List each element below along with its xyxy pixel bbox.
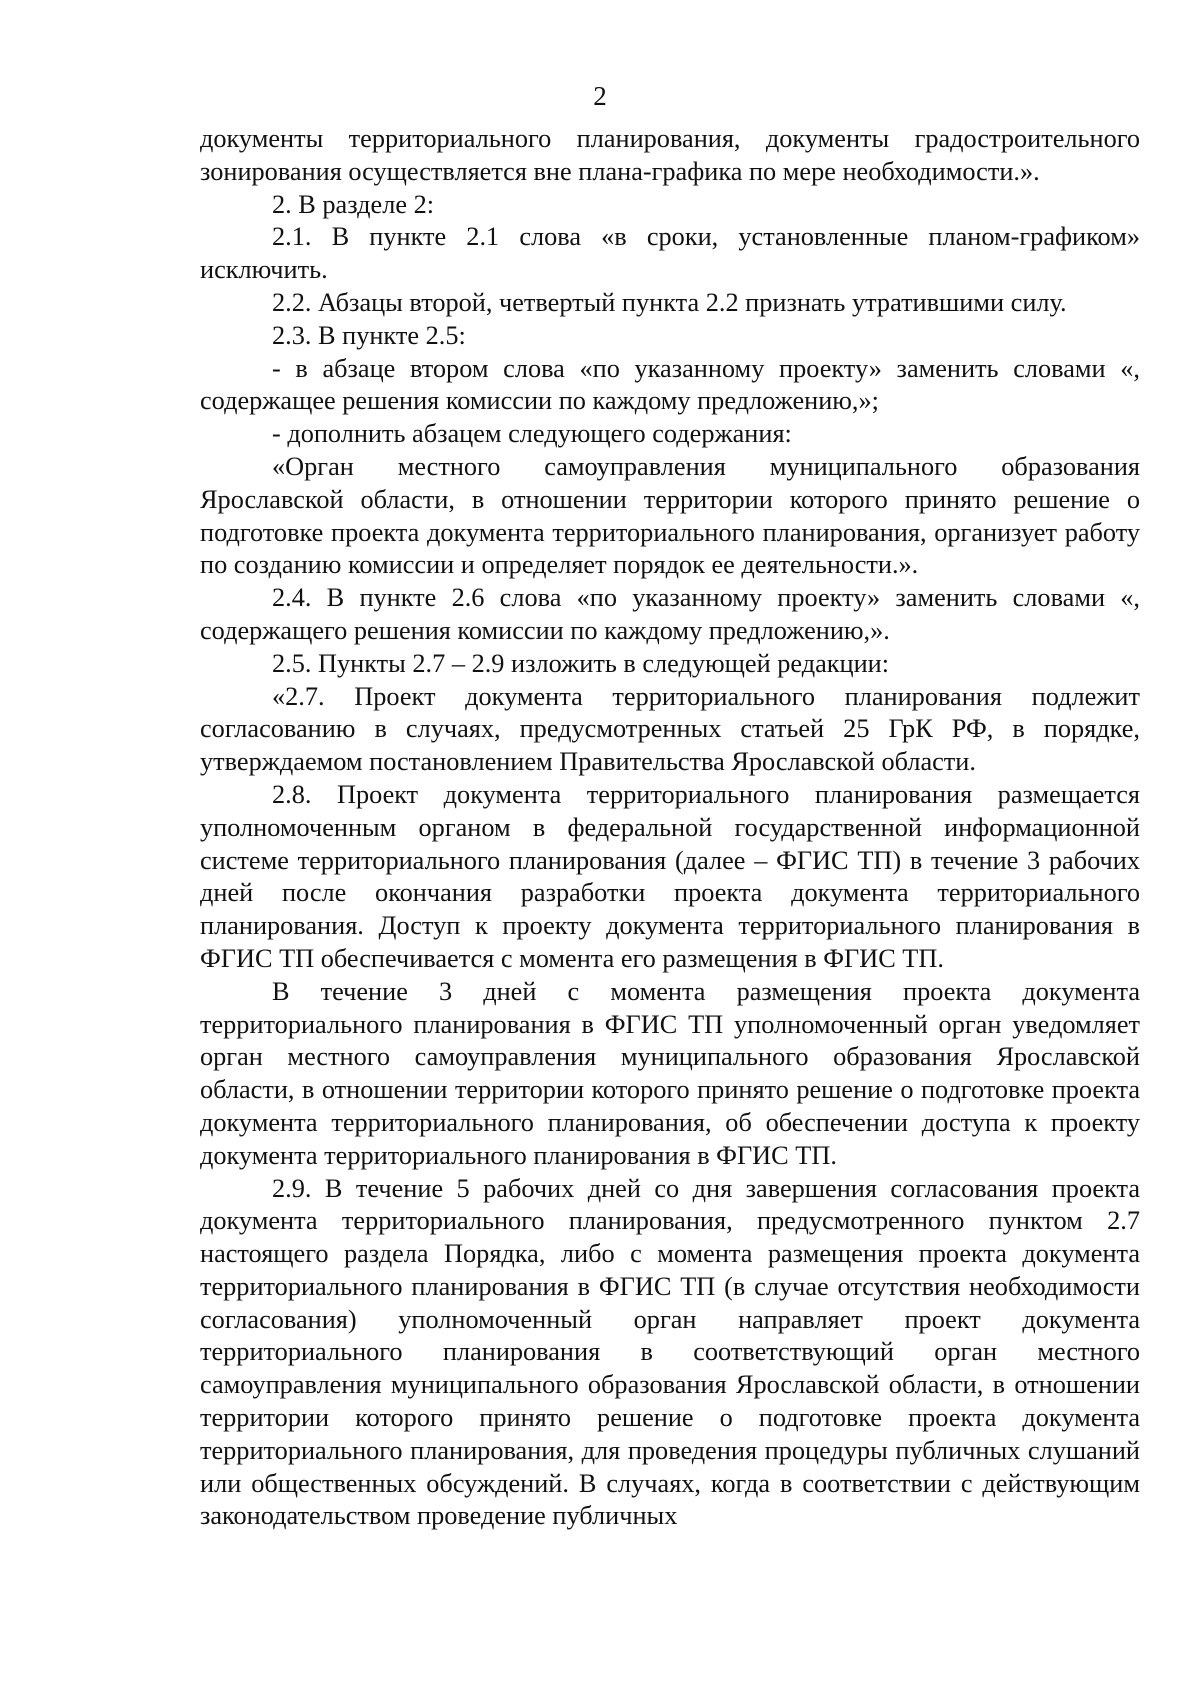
- paragraph-2-9: 2.9. В течение 5 рабочих дней со дня завершения согласования проекта документа территориального планирования, предусмотренного пунктом 2.7 настоящего раздела Порядка, либо с момента размещения проекта документа территориального планирования в ФГИС ТП (в случае отсутствия необходимости согласования) уполномоченный орган направляет проект документа территориального планирования в соответствующий орган местного самоуправления муниципального образования Ярославской области, в отношении территории которого принято решение о подготовке проекта документа территориального планирования, для проведения процедуры публичных слушаний или общественных обсуждений. В случаях, когда в соответствии с действующим законодательством проведение публичных: [200, 1173, 1140, 1531]
- paragraph-2-2: 2.2. Абзацы второй, четвертый пункта 2.2 признать утратившими силу.: [272, 287, 1067, 317]
- paragraph-2-5: 2.5. Пункты 2.7 – 2.9 изложить в следующей редакции:: [272, 648, 890, 678]
- paragraph-2-3: 2.3. В пункте 2.5:: [272, 320, 466, 350]
- paragraph-2-3-item-2: - дополнить абзацем следующего содержания:: [272, 419, 792, 449]
- paragraph-2-1: 2.1. В пункте 2.1 слова «в сроки, установленные планом-графиком» исключить.: [200, 222, 1140, 285]
- paragraph-2-7: «2.7. Проект документа территориального планирования подлежит согласованию в случаях, предусмотренных статьей 25 ГрК РФ, в порядке, утверждаемом постановлением Правительства Ярославской области.: [200, 681, 1140, 777]
- paragraph-section-2: 2. В разделе 2:: [272, 189, 435, 219]
- paragraph-continuation: документы территориального планирования, документы градостроительного зонирования осуществляется вне плана-графика по мере необходимости.».: [200, 124, 1140, 186]
- paragraph-2-8: 2.8. Проект документа территориального планирования размещается уполномоченным органом в федеральной государственной информационной системе территориального планирования (далее – ФГИС ТП) в течение 3 рабочих дней после окончания разработки проекта документа территориального планирования. Доступ к проекту документа территориального планирования в ФГИС ТП обеспечивается с момента его размещения в ФГИС ТП.: [200, 779, 1140, 973]
- page-number: 2: [593, 81, 607, 111]
- paragraph-quoted-organ: «Орган местного самоуправления муниципального образования Ярославской области, в отношении территории которого принято решение о подготовке проекта документа территориального планирования, организует работу по созданию комиссии и определяет порядок ее деятельности.».: [200, 451, 1140, 580]
- paragraph-2-8-notice: В течение 3 дней с момента размещения проекта документа территориального планирования в ФГИС ТП уполномоченный орган уведомляет орган местного самоуправления муниципального образования Ярославской области, в отношении территории которого принято решение о подготовке проекта документа территориального планирования, об обеспечении доступа к проекту документа территориального планирования в ФГИС ТП.: [200, 976, 1140, 1170]
- paragraph-2-4: 2.4. В пункте 2.6 слова «по указанному проекту» заменить словами «, содержащего решения комиссии по каждому предложению,».: [200, 583, 1140, 645]
- paragraph-2-3-item-1: - в абзаце втором слова «по указанному проекту» заменить словами «, содержащее решения комиссии по каждому предложению,»;: [200, 353, 1140, 416]
- document-body: [200, 123, 1140, 1533]
